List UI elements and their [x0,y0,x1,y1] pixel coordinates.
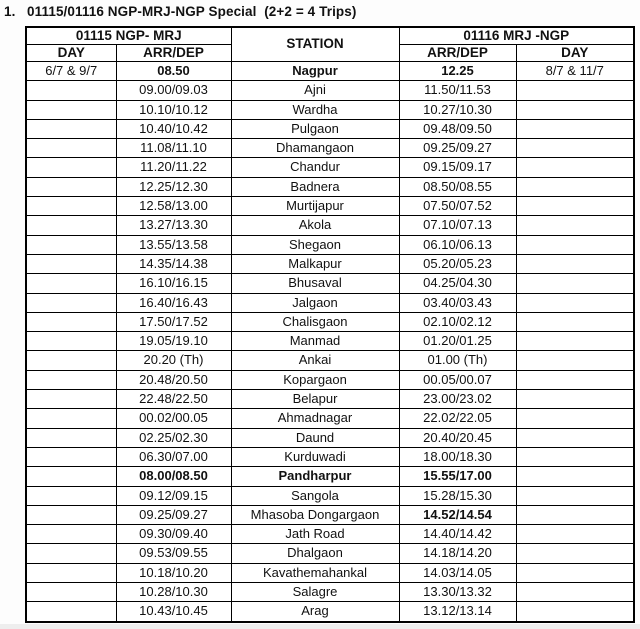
time-out-cell: 02.25/02.30 [116,428,231,447]
day-out-cell [26,525,116,544]
day-ret-cell [516,525,634,544]
time-ret-cell: 02.10/02.12 [399,312,516,331]
station-cell: Jalgaon [231,293,399,312]
station-cell: Ajni [231,81,399,100]
station-cell: Kurduwadi [231,447,399,466]
train-header-row [26,27,634,45]
time-out-cell: 10.10/10.12 [116,100,231,119]
time-out-cell: 11.08/11.10 [116,139,231,158]
day-out-cell [26,505,116,524]
scan-edge [0,624,640,629]
table-row [26,312,634,331]
day-ret-cell [516,235,634,254]
day-ret-cell [516,563,634,582]
time-ret-cell: 14.40/14.42 [399,525,516,544]
time-out-cell: 11.20/11.22 [116,158,231,177]
time-ret-cell: 03.40/03.43 [399,293,516,312]
time-out-cell: 10.18/10.20 [116,563,231,582]
station-cell: Badnera [231,177,399,196]
day-ret-header: DAY [516,45,634,62]
day-ret-cell [516,602,634,622]
train-timetable [25,26,635,623]
day-ret-cell [516,177,634,196]
station-cell: Shegaon [231,235,399,254]
day-out-cell [26,119,116,138]
table-row [26,177,634,196]
day-out-cell [26,409,116,428]
table-row [26,274,634,293]
time-ret-cell: 18.00/18.30 [399,447,516,466]
time-out-cell: 00.02/00.05 [116,409,231,428]
station-cell: Dhamangaon [231,139,399,158]
day-out-cell [26,544,116,563]
table-row [26,235,634,254]
time-out-cell: 09.25/09.27 [116,505,231,524]
station-cell: Ankai [231,351,399,370]
day-ret-cell [516,254,634,273]
day-ret-cell: 8/7 & 11/7 [516,62,634,81]
time-out-cell: 09.53/09.55 [116,544,231,563]
station-cell: Sangola [231,486,399,505]
day-ret-cell [516,332,634,351]
station-cell: Pulgaon [231,119,399,138]
day-ret-cell [516,139,634,158]
time-ret-cell: 09.25/09.27 [399,139,516,158]
day-out-cell [26,100,116,119]
time-ret-cell: 10.27/10.30 [399,100,516,119]
day-ret-cell [516,216,634,235]
station-cell: Murtijapur [231,197,399,216]
table-row [26,428,634,447]
table-row [26,505,634,524]
day-ret-cell [516,544,634,563]
station-cell: Kopargaon [231,370,399,389]
time-out-cell: 14.35/14.38 [116,254,231,273]
day-out-cell [26,197,116,216]
time-out-cell: 09.12/09.15 [116,486,231,505]
time-out-cell: 20.48/20.50 [116,370,231,389]
day-ret-cell [516,293,634,312]
table-row [26,351,634,370]
table-row [26,563,634,582]
day-ret-cell [516,486,634,505]
table-row [26,602,634,622]
table-row [26,525,634,544]
time-out-cell: 12.58/13.00 [116,197,231,216]
table-row [26,139,634,158]
time-ret-cell: 09.15/09.17 [399,158,516,177]
day-ret-cell [516,505,634,524]
time-ret-cell: 13.12/13.14 [399,602,516,622]
day-out-cell [26,216,116,235]
time-out-cell: 16.40/16.43 [116,293,231,312]
time-ret-cell: 11.50/11.53 [399,81,516,100]
day-out-cell [26,312,116,331]
table-row [26,100,634,119]
day-ret-cell [516,447,634,466]
time-out-cell: 22.48/22.50 [116,390,231,409]
station-cell: Dhalgaon [231,544,399,563]
station-cell: Pandharpur [231,467,399,486]
table-row [26,293,634,312]
day-out-cell [26,332,116,351]
time-out-cell: 10.43/10.45 [116,602,231,622]
time-out-cell: 08.50 [116,62,231,81]
time-ret-cell: 12.25 [399,62,516,81]
day-ret-cell [516,583,634,602]
day-ret-cell [516,158,634,177]
table-row [26,467,634,486]
day-out-cell [26,390,116,409]
day-out-header: DAY [26,45,116,62]
day-ret-cell [516,370,634,389]
station-cell: Chandur [231,158,399,177]
time-out-cell: 09.00/09.03 [116,81,231,100]
day-out-cell [26,81,116,100]
day-out-cell [26,602,116,622]
time-ret-cell: 06.10/06.13 [399,235,516,254]
station-cell: Malkapur [231,254,399,273]
table-row [26,583,634,602]
station-cell: Arag [231,602,399,622]
day-out-cell [26,293,116,312]
day-ret-cell [516,467,634,486]
station-cell: Kavathemahankal [231,563,399,582]
arrdep-ret-header: ARR/DEP [399,45,516,62]
table-row [26,390,634,409]
title-number: 1. [4,4,16,19]
time-ret-cell: 04.25/04.30 [399,274,516,293]
day-ret-cell [516,197,634,216]
day-out-cell [26,177,116,196]
time-out-cell: 10.40/10.42 [116,119,231,138]
time-out-cell: 16.10/16.15 [116,274,231,293]
time-ret-cell: 13.30/13.32 [399,583,516,602]
station-cell: Ahmadnagar [231,409,399,428]
station-cell: Bhusaval [231,274,399,293]
day-ret-cell [516,351,634,370]
day-out-cell [26,563,116,582]
table-row [26,197,634,216]
day-out-cell [26,139,116,158]
day-out-cell: 6/7 & 9/7 [26,62,116,81]
time-out-cell: 13.27/13.30 [116,216,231,235]
table-row [26,158,634,177]
station-cell: Chalisgaon [231,312,399,331]
train-right-header: 01116 MRJ -NGP [399,27,634,45]
day-ret-cell [516,409,634,428]
timetable-header [26,27,634,62]
train-left-header: 01115 NGP- MRJ [26,27,231,45]
time-ret-cell: 01.00 (Th) [399,351,516,370]
time-ret-cell: 01.20/01.25 [399,332,516,351]
day-ret-cell [516,119,634,138]
station-column-header: STATION [231,27,399,62]
time-ret-cell: 07.10/07.13 [399,216,516,235]
table-row [26,332,634,351]
table-row [26,254,634,273]
station-cell: Nagpur [231,62,399,81]
day-out-cell [26,583,116,602]
time-ret-cell: 07.50/07.52 [399,197,516,216]
station-cell: Wardha [231,100,399,119]
day-out-cell [26,351,116,370]
station-cell: Salagre [231,583,399,602]
station-cell: Jath Road [231,525,399,544]
time-ret-cell: 05.20/05.23 [399,254,516,273]
time-ret-cell: 14.18/14.20 [399,544,516,563]
table-row [26,62,634,81]
station-cell: Mhasoba Dongargaon [231,505,399,524]
time-out-cell: 09.30/09.40 [116,525,231,544]
station-cell: Akola [231,216,399,235]
table-row [26,119,634,138]
time-ret-cell: 22.02/22.05 [399,409,516,428]
day-ret-cell [516,390,634,409]
time-ret-cell: 14.03/14.05 [399,563,516,582]
table-row [26,544,634,563]
table-row [26,409,634,428]
station-cell: Belapur [231,390,399,409]
day-out-cell [26,428,116,447]
time-ret-cell: 15.28/15.30 [399,486,516,505]
day-out-cell [26,370,116,389]
station-cell: Manmad [231,332,399,351]
time-ret-cell: 09.48/09.50 [399,119,516,138]
day-out-cell [26,158,116,177]
table-row [26,216,634,235]
day-ret-cell [516,274,634,293]
day-ret-cell [516,100,634,119]
day-ret-cell [516,81,634,100]
time-out-cell: 06.30/07.00 [116,447,231,466]
time-out-cell: 13.55/13.58 [116,235,231,254]
arrdep-out-header: ARR/DEP [116,45,231,62]
day-out-cell [26,235,116,254]
day-out-cell [26,486,116,505]
day-out-cell [26,254,116,273]
page-title [4,4,357,19]
time-ret-cell: 08.50/08.55 [399,177,516,196]
time-ret-cell: 15.55/17.00 [399,467,516,486]
time-ret-cell: 00.05/00.07 [399,370,516,389]
table-row [26,370,634,389]
table-row [26,447,634,466]
time-out-cell: 12.25/12.30 [116,177,231,196]
day-out-cell [26,274,116,293]
time-ret-cell: 20.40/20.45 [399,428,516,447]
time-out-cell: 20.20 (Th) [116,351,231,370]
time-ret-cell: 23.00/23.02 [399,390,516,409]
day-ret-cell [516,312,634,331]
time-out-cell: 17.50/17.52 [116,312,231,331]
table-row [26,486,634,505]
table-row [26,81,634,100]
time-ret-cell: 14.52/14.54 [399,505,516,524]
time-out-cell: 08.00/08.50 [116,467,231,486]
station-cell: Daund [231,428,399,447]
day-out-cell [26,467,116,486]
title-text: 01115/01116 NGP-MRJ-NGP Special (2+2 = 4 Trips) [27,4,357,19]
time-out-cell: 10.28/10.30 [116,583,231,602]
timetable-body [26,62,634,622]
day-out-cell [26,447,116,466]
day-ret-cell [516,428,634,447]
time-out-cell: 19.05/19.10 [116,332,231,351]
